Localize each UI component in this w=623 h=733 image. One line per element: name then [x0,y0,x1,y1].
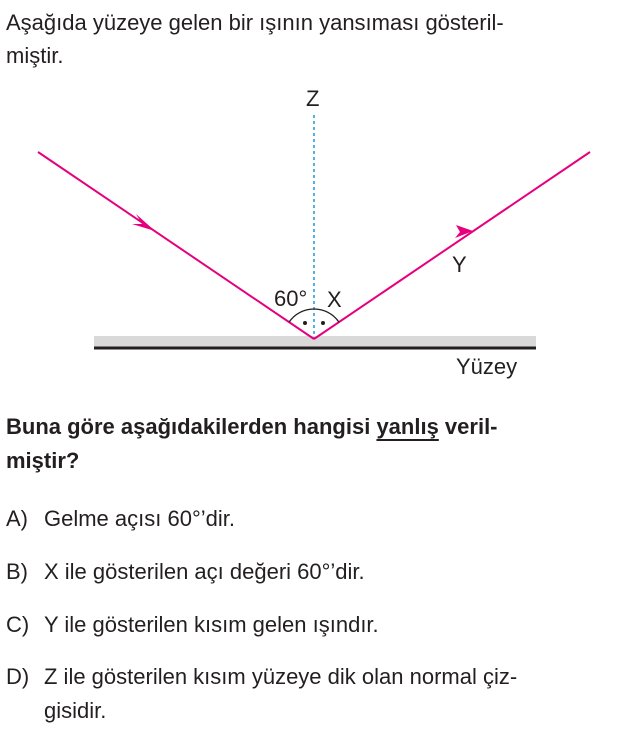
intro-line-1: Aşağıda yüzeye gelen bir ışının yansıması gösteril- [6,10,504,35]
option-d-text: Z ile gösterilen kısım yüzeye dik olan normal çiz- [44,664,518,689]
intro-text [6,6,618,72]
reflected-ray-arrow [455,225,473,238]
option-b-letter: B) [6,559,28,584]
reflection-diagram [0,80,623,390]
reflected-ray [314,152,590,339]
label-angle-60: 60° [274,286,308,311]
incident-ray [38,152,314,339]
label-x: X [327,287,342,312]
option-d-letter: D) [6,664,30,689]
option-d[interactable] [6,660,618,728]
option-c-text: Y ile gösterilen kısım gelen ışındır. [44,612,379,637]
incident-ray-arrow [132,214,155,231]
intro-line-2: miştir. [6,43,64,68]
option-b[interactable] [6,555,618,589]
option-c-letter: C) [6,612,30,637]
angle-dot-left [303,321,307,325]
question-underlined-word: yanlış [376,414,439,439]
question-part-1: Buna göre aşağıdakilerden hangisi [6,414,377,439]
label-surface: Yüzey [456,354,518,379]
option-c[interactable] [6,608,618,642]
label-y: Y [452,252,467,277]
question-part-2: veril- [438,414,498,439]
question-text [6,410,618,478]
option-a-letter: A) [6,506,28,531]
angle-dot-right [321,321,325,325]
option-d-text-continued: gisidir. [44,698,107,723]
question-line-2: miştir? [6,448,80,473]
label-z: Z [306,86,320,111]
option-a-text: Gelme açısı 60°’dir. [44,506,235,531]
option-b-text: X ile gösterilen açı değeri 60°’dir. [44,559,365,584]
option-a[interactable] [6,502,618,536]
